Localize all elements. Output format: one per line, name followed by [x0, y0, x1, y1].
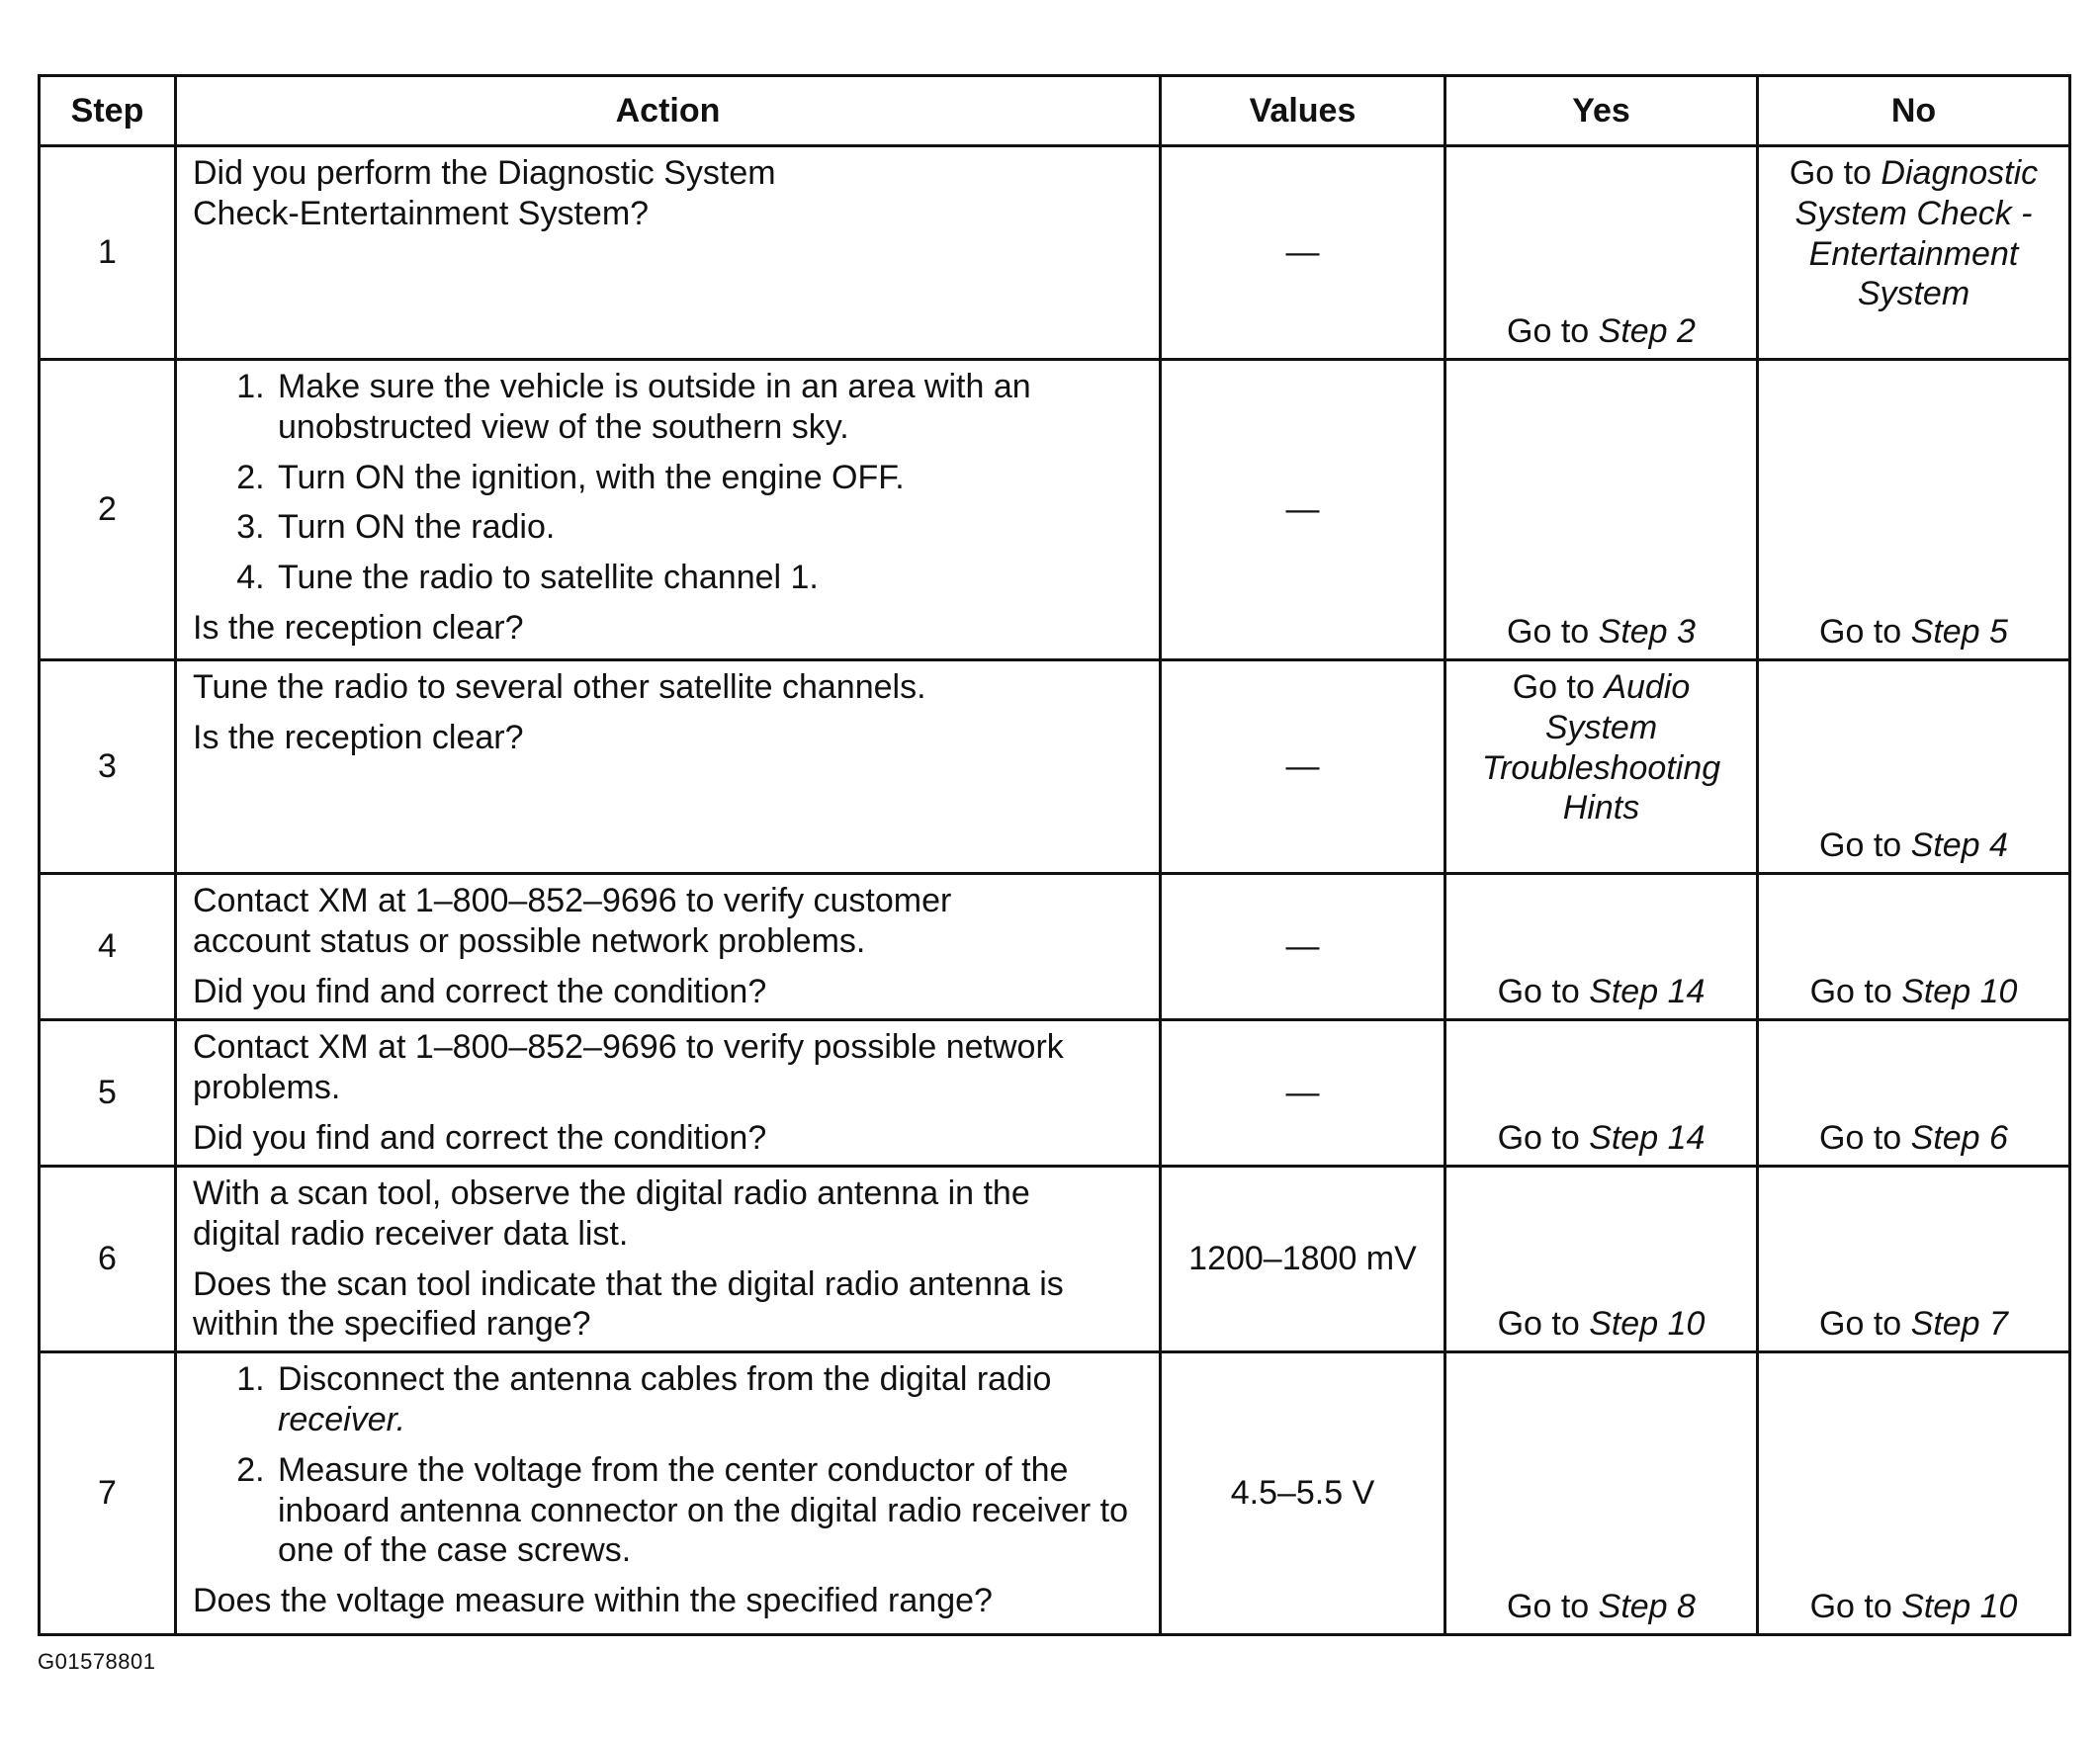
header-no: No [1758, 76, 2070, 146]
value-cell: — [1161, 660, 1445, 874]
header-yes: Yes [1445, 76, 1758, 146]
figure-id: G01578801 [38, 1649, 156, 1674]
no-step-link[interactable]: Step 7 [1910, 1305, 2008, 1344]
table-header-row [40, 76, 2070, 146]
value-cell: — [1161, 360, 1445, 660]
yes-goto-prefix: Go to [1512, 668, 1605, 706]
action-cell [176, 660, 1161, 874]
action-question: Did you find and correct the condition? [193, 972, 767, 1010]
substep-item [274, 1359, 1143, 1440]
step-number: 3 [40, 660, 176, 874]
action-cell [176, 1020, 1161, 1167]
yes-goto-prefix: Go to [1497, 1119, 1590, 1158]
action-cell [176, 1352, 1161, 1635]
no-goto-prefix: Go to [1819, 1305, 1911, 1344]
value-cell: 4.5–5.5 V [1161, 1352, 1445, 1635]
substep-list [193, 1359, 1143, 1571]
yes-step-link[interactable]: Step 14 [1589, 973, 1706, 1011]
yes-step-link[interactable]: Audio System Troubleshooting Hints [1481, 668, 1721, 827]
value-cell: — [1161, 874, 1445, 1020]
yes-goto-prefix: Go to [1497, 973, 1590, 1011]
yes-cell [1445, 360, 1758, 660]
yes-step-link[interactable]: Step 14 [1589, 1119, 1706, 1158]
value-cell: 1200–1800 mV [1161, 1167, 1445, 1352]
no-cell [1758, 660, 2070, 874]
no-cell [1758, 1020, 2070, 1167]
substep-item: 2. Measure the voltage from the center conductor of the inboard antenna connector on the digital radio receiver to one of the case screws. [274, 1450, 1143, 1571]
no-step-link[interactable]: Step 10 [1901, 973, 2018, 1011]
step-number: 4 [40, 874, 176, 1020]
step-number: 6 [40, 1167, 176, 1352]
action-question: Does the scan tool indicate that the digital radio antenna is within the specified range? [193, 1264, 1064, 1344]
yes-cell [1445, 874, 1758, 1020]
step-number: 7 [40, 1352, 176, 1635]
action-text: Tune the radio to several other satellite channels. [193, 668, 926, 706]
substep-item: 2. Turn ON the ignition, with the engine OFF. [274, 458, 1143, 498]
no-goto-prefix: Go to [1819, 826, 1911, 865]
action-cell [176, 874, 1161, 1020]
diagnostic-table [38, 74, 2071, 1636]
no-step-link[interactable]: Step 6 [1910, 1119, 2008, 1158]
no-step-link[interactable]: Step 4 [1910, 826, 2008, 865]
step-number: 5 [40, 1020, 176, 1167]
action-cell [176, 360, 1161, 660]
table-row [40, 874, 2070, 1020]
no-goto-prefix: Go to [1809, 973, 1902, 1011]
action-question: Is the reception clear? [193, 718, 524, 756]
yes-cell [1445, 146, 1758, 360]
table-row [40, 660, 2070, 874]
table-row [40, 1020, 2070, 1167]
table-row [40, 1352, 2070, 1635]
yes-step-link[interactable]: Step 2 [1598, 312, 1696, 351]
header-values: Values [1161, 76, 1445, 146]
action-question: Is the reception clear? [193, 608, 524, 647]
substep-text: Disconnect the antenna cables from the digital radio [278, 1360, 1052, 1399]
yes-step-link[interactable]: Step 8 [1598, 1588, 1696, 1626]
action-text: With a scan tool, observe the digital radio antenna in the digital radio receiver data list. [193, 1174, 1030, 1253]
step-number: 1 [40, 146, 176, 360]
substep-item: 3. Turn ON the radio. [274, 507, 1143, 548]
yes-cell [1445, 1352, 1758, 1635]
no-step-link[interactable]: Diagnostic System Check - Entertainment System [1794, 154, 2039, 313]
yes-goto-prefix: Go to [1507, 312, 1599, 351]
action-text: Did you perform the Diagnostic System Check-Entertainment System? [193, 154, 776, 232]
yes-step-link[interactable]: Step 10 [1589, 1305, 1706, 1344]
no-cell [1758, 360, 2070, 660]
table-row [40, 360, 2070, 660]
action-question: Did you find and correct the condition? [193, 1118, 767, 1157]
no-goto-prefix: Go to [1819, 1119, 1911, 1158]
substep-text-italic: receiver. [278, 1400, 406, 1438]
no-goto-prefix: Go to [1819, 613, 1911, 652]
table-row [40, 146, 2070, 360]
action-question: Does the voltage measure within the specified range? [193, 1582, 993, 1620]
step-number: 2 [40, 360, 176, 660]
action-text: Contact XM at 1–800–852–9696 to verify customer account status or possible network problems. [193, 882, 952, 960]
no-goto-prefix: Go to [1789, 154, 1881, 192]
action-cell [176, 1167, 1161, 1352]
yes-goto-prefix: Go to [1507, 1588, 1599, 1626]
value-cell: — [1161, 146, 1445, 360]
header-action: Action [176, 76, 1161, 146]
table-row [40, 1167, 2070, 1352]
no-cell [1758, 146, 2070, 360]
yes-step-link[interactable]: Step 3 [1598, 613, 1696, 652]
substep-list [193, 367, 1143, 598]
no-cell [1758, 1167, 2070, 1352]
no-goto-prefix: Go to [1809, 1588, 1902, 1626]
substep-item: 1. Make sure the vehicle is outside in an area with an unobstructed view of the southern sky. [274, 367, 1143, 448]
value-cell: — [1161, 1020, 1445, 1167]
no-cell [1758, 874, 2070, 1020]
substep-item: 4. Tune the radio to satellite channel 1. [274, 558, 1143, 598]
yes-cell [1445, 1167, 1758, 1352]
action-text: Contact XM at 1–800–852–9696 to verify possible network problems. [193, 1028, 1064, 1106]
yes-goto-prefix: Go to [1497, 1305, 1590, 1344]
yes-goto-prefix: Go to [1507, 613, 1599, 652]
no-step-link[interactable]: Step 5 [1910, 613, 2008, 652]
no-step-link[interactable]: Step 10 [1901, 1588, 2018, 1626]
yes-cell [1445, 660, 1758, 874]
header-step: Step [40, 76, 176, 146]
yes-cell [1445, 1020, 1758, 1167]
no-cell [1758, 1352, 2070, 1635]
action-cell [176, 146, 1161, 360]
